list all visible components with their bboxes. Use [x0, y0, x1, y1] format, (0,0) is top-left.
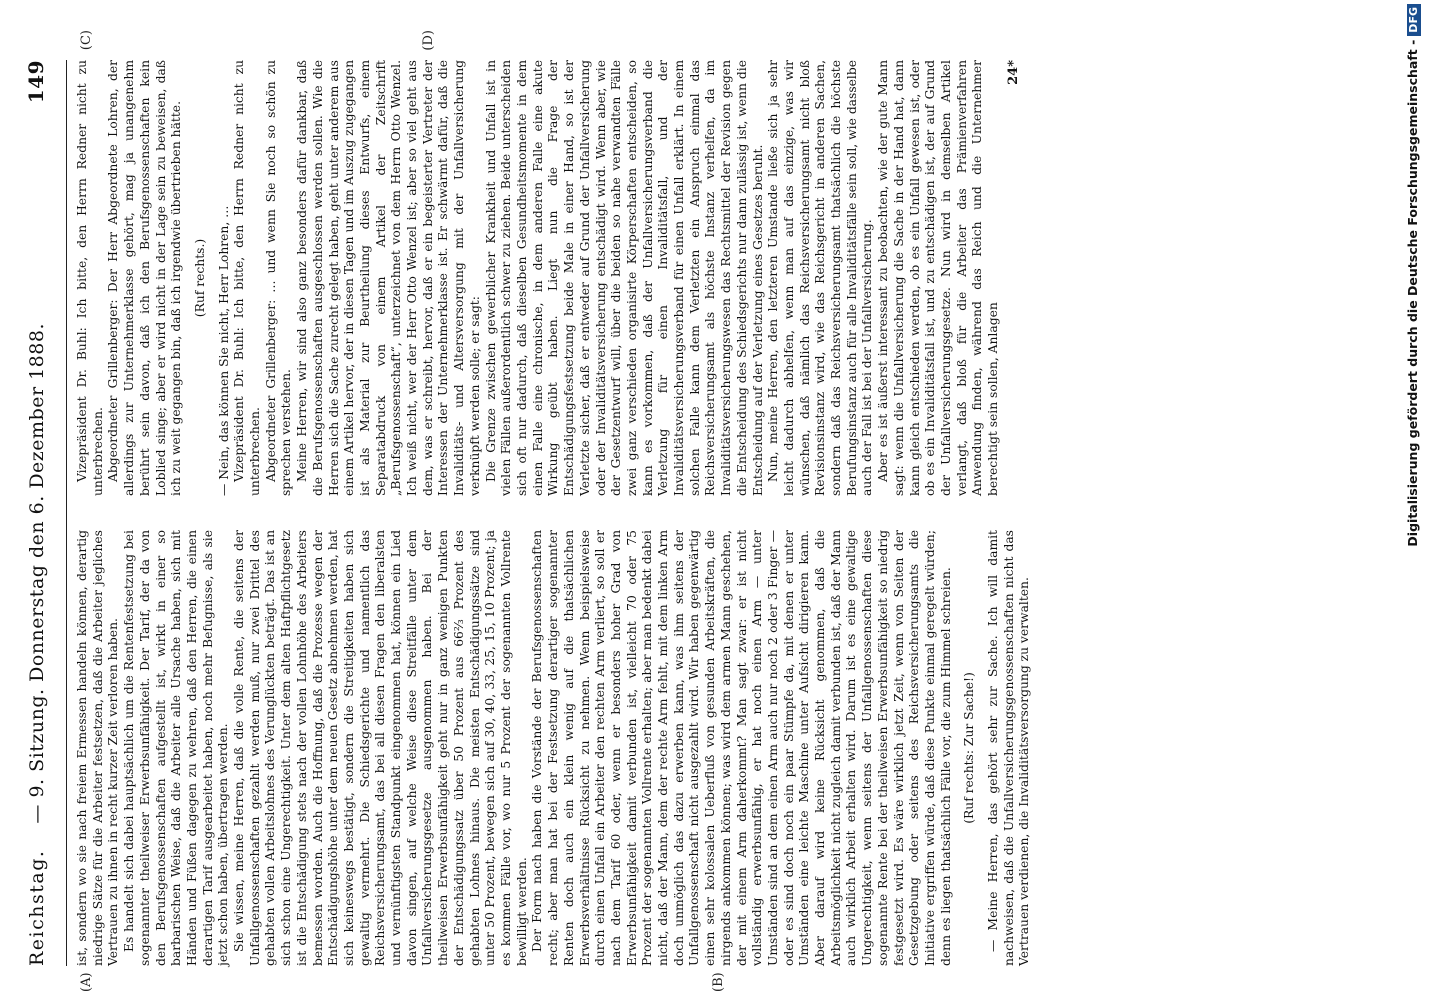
right-column [75, 30, 1033, 496]
marker-c: (C) [79, 30, 94, 51]
header-left: Reichstag. [26, 849, 48, 966]
paragraph: Es handelt sich dabei hauptsächlich um die Rentenfestsetzung bei sogenannter theilweiser Erwerbsunfähigkeit. Der Tarif, der da von den Berufsgenossenschaften aufgestellt ist, wirkt in einer so barbarischen Weise, daß die Arbeiter alle Ursache haben, sich mit Händen und Füßen dagegen zu wehren, daß den Herren, die einen derartigen Tarif ausgearbeitet haben, noch mehr Befugnisse, als sie jetzt schon haben, übertragen werden. [122, 530, 231, 966]
paragraph: Nun, meine Herren, den letzteren Umstande ließe sich ja sehr leicht dadurch abhelfen, wenn man auf das einzige, was wir wünschen, daß nämlich das Reichsversicherungsamt nicht bloß Revisionsinstanz wird, wie das Reichsgericht in anderen Sachen, sondern daß das Reichsversicherungsamt thatsächlich die höchste Berufungsinstanz auch für alle Invaliditätsfälle sein soll, wie dasselbe auch der Fall ist bei der Unfallversicherung. [766, 60, 875, 496]
marker-a: (A) [79, 972, 94, 992]
left-column [75, 530, 1033, 992]
speaker-paragraph: Vizepräsident Dr. Buhl: Ich bitte, den Herrn Redner nicht zu unterbrechen. [75, 60, 105, 496]
paragraph: Sie wissen, meine Herren, daß die volle Rente, die seitens der Unfallgenossenschaften gezahlt werden muß, nur zwei Drittel des gehabten vollen Arbeitslohnes des Verunglückten beträgt. Das ist an sich schon eine Ungerechtigkeit. Unter dem alten Haftpflichtgesetz ist die Entschädigung stets nach der vollen Lohnhöhe des Arbeiters bemessen worden. Auch die Hoffnung, daß die Prozesse wegen der Entschädigungshöhe unter dem neuen Gesetz abnehmen werden, hat sich keineswegs bestätigt, sondern die Streitigkeiten haben sich gewaltig vermehrt. Die Schiedsgerichte und namentlich das Reichsversicherungsamt, das bei all diesen Fragen den liberalsten und vernünftigsten Standpunkt eingenommen hat, können ein Lied davon singen, auf welche Weise diese Streitfälle unter dem Unfallversicherungsgesetze ausgenommen haben. Bei der theilweisen Erwerbsunfähigkeit geht nur in ganz wenigen Punkten der Entschädigungssatz über 50 Prozent aus 66⅔ Prozent des gehabten Lohnes hinaus. Die meisten Entschädigungssätze sind unter 50 Prozent, bewegen sich auf 30, 40, 33, 25, 15, 10 Prozent; ja es kommen Fälle vor, wo nur 5 Prozent der sogenannten Vollrente bewilligt werden. [232, 530, 529, 966]
paragraph: — Nein, das können Sie nicht, Herr Lohren, … [216, 205, 231, 496]
dfg-badge: DFG [1407, 4, 1421, 36]
marker-b: (B) [711, 972, 726, 992]
page-header [24, 60, 67, 966]
margin-note-label: Digitalisierung gefördert durch die Deutsche Forschungsgemeinschaft - [1405, 39, 1420, 547]
quote-paragraph: Die Grenze zwischen gewerblicher Krankheit und Unfall ist in vielen Fällen außerordentlich schwer zu ziehen. Beide unterscheiden sich oft nur dadurch, daß dieselben Gesundheitsmomente in dem einen Falle eine chronische, in dem anderen Falle eine akute Wirkung geübt haben. Liegt nun die Frage der Entschädigungsfestsetzung beide Male in einer Hand, so ist der Verletzte sicher, daß er entweder auf Grund der Unfallversicherung oder der Invaliditätsversicherung entschädigt wird. Wenn aber, wie der Gesetzentwurf will, über die beiden so nahe verwandten Fälle zwei ganz verschieden organisirte Körperschaften entscheiden, so kann es vorkommen, daß der Unfallversicherungsverband die Verletzung für einen Invaliditätsfall, und der Invaliditätsversicherungsverband für einen Unfall erklärt. In einem solchen Falle kann dem Verletzten ein Anspruch einmal das Reichsversicherungsamt als höchste Instanz verhelfen, da im Invaliditätsversicherungswesen das Rechtsmittel der Revision gegen die Entscheidung des Schiedsgerichts nur dann zulässig ist, wenn die Entscheidung auf der Verletzung eines Gesetzes beruht. [483, 60, 765, 496]
paragraph: ist, sondern wo sie nach freiem Ermessen handeln können, derartig niedrige Sätze für die Arbeiter festsetzen, daß die Arbeiter jegliches Vertrauen zu ihnen in recht kurzer Zeit verloren haben. [75, 530, 121, 966]
speaker-paragraph: Abgeordneter Grillenberger: Der Herr Abgeordnete Lohren, der allerdings zur Unternehmerklasse gehört, mag ja unangenehm berührt sein davon, daß ich den Berufsgenossenschaften kein Loblied singe; aber er wird nicht in der Lage sein zu beweisen, daß ich zu weit gegangen bin, daß ich irgendwie übertrieben hätte. [106, 60, 184, 496]
signature-mark: 24* [1005, 60, 1021, 85]
speaker-paragraph: Abgeordneter Grillenberger: … und wenn Sie noch so schön zu sprechen verstehen. [263, 60, 294, 496]
marker-d: (D) [421, 30, 436, 51]
text-columns [75, 30, 1033, 992]
margin-note [1398, 4, 1430, 996]
paragraph: — Meine Herren, das gehört sehr zur Sache. Ich will damit nachweisen, daß die Unfallversicherungsgenossenschaften nicht das Vertrauen verdienen, die Invaliditätsversorgung zu verwalten. [986, 530, 1032, 966]
page-number: 149 [24, 60, 48, 104]
header-center: — 9. Sitzung. Donnerstag den 6. Dezember 1888. [26, 323, 48, 824]
paragraph: Der Form nach haben die Vorstände der Berufsgenossenschaften recht; aber man hat bei der Festsetzung derartiger sogenannter Renten doch auch ein klein wenig auf die thatsächlichen Erwerbsverhältnisse Rücksicht zu nehmen. Wenn beispielsweise durch einen Unfall ein Arbeiter den rechten Arm verliert, so soll er nach dem Tarif 60 oder, wenn er besonders hoher Grad von Erwerbsunfähigkeit damit verbunden ist, vielleicht 70 oder 75 Prozent der sogenannten Vollrente erhalten; aber man bedenkt dabei nicht, daß der Mann, dem der rechte Arm fehlt, mit dem linken Arm doch unmöglich das dazu erwerben kann, was ihm seitens der Unfallgenossenschaft nicht ausgezahlt wird. Wir haben gegenwärtig einen sehr kolossalen Ueberfluß von gesunden Arbeitskräften, die nirgends ankommen können; was wird dem armen Mann geschehen, der mit einem Arm daherkommt? Man sagt zwar: er ist nicht vollständig erwerbsunfähig, er hat noch einen Arm — unter Umständen sind an dem einen Arm auch nur noch 2 oder 3 Finger — oder es sind doch noch ein paar Stümpfe da, mit denen er unter Umständen eine leichte Maschine unter Aufsicht dirigieren kann. Aber darauf wird keine Rücksicht genommen, daß die Arbeitsmöglichkeit nicht zugleich damit verbunden ist, daß der Mann auch wirklich Arbeit erhalten wird. Darum ist es eine gewaltige Ungerechtigkeit, wenn seitens der Unfallgenossenschaften diese sogenannte Rente bei der theilweisen Erwerbsunfähigkeit so niedrig festgesetzt wird. Es wäre wirklich jetzt Zeit, wenn von Seiten der Gesetzgebung oder seitens des Reichsversicherungsamts die Initiative ergriffen würde, daß diese Punkte einmal geregelt würden; denn es liegen thatsächlich Fälle vor, die zum Himmel schreien. [530, 530, 953, 966]
interjection: (Ruf rechts.) [192, 238, 207, 318]
interjection: (Ruf rechts: Zur Sache!) [962, 672, 977, 824]
speaker-paragraph: Vizepräsident Dr. Buhl: Ich bitte, den Herrn Redner nicht zu unterbrechen. [232, 60, 263, 496]
paragraph: Aber es ist äußerst interessant zu beobachten, wie der gute Mann sagt: wenn die Unfallversicherung die Sache in der Hand hat, dann kann gleich entschieden werden, ob es ein Unfall gewesen ist, oder ob es ein Invaliditätsfall ist, und zu entschädigen ist, der auf Grund der Unfallversicherungsgesetze. Nun wird in demselben Artikel verlangt, daß bloß für die Arbeiter das Prämienverfahren Anwendung finden, während das Reich und die Unternehmer berechtigt sein sollen, Anlagen [876, 60, 1001, 496]
paragraph: Meine Herren, wir sind also ganz besonders dafür dankbar, daß die Berufsgenossenschaften ausgeschlossen werden sollen. Wie die Herren sich die Sache zurecht gelegt haben, geht unter anderem aus einem Artikel hervor, der in diesen Tagen und im Auszug zugegangen ist als Material zur Beurtheilung dieses Entwurfs, einem Separatabdruck von einem Artikel der Zeitschrift „Berufsgenossenschaft“, unterzeichnet von dem Herrn Otto Wenzel. Ich weiß nicht, wer der Herr Otto Wenzel ist; aber so viel geht aus dem, was er schreibt, hervor, daß er ein begeisterter Vertreter der Interessen der Unternehmerklasse ist. Er schwärmt dafür, daß die Invaliditäts- und Altersversorgung mit der Unfallversicherung verknüpft werden solle; er sagt: [295, 60, 482, 496]
margin-note-text [1398, 4, 1430, 996]
